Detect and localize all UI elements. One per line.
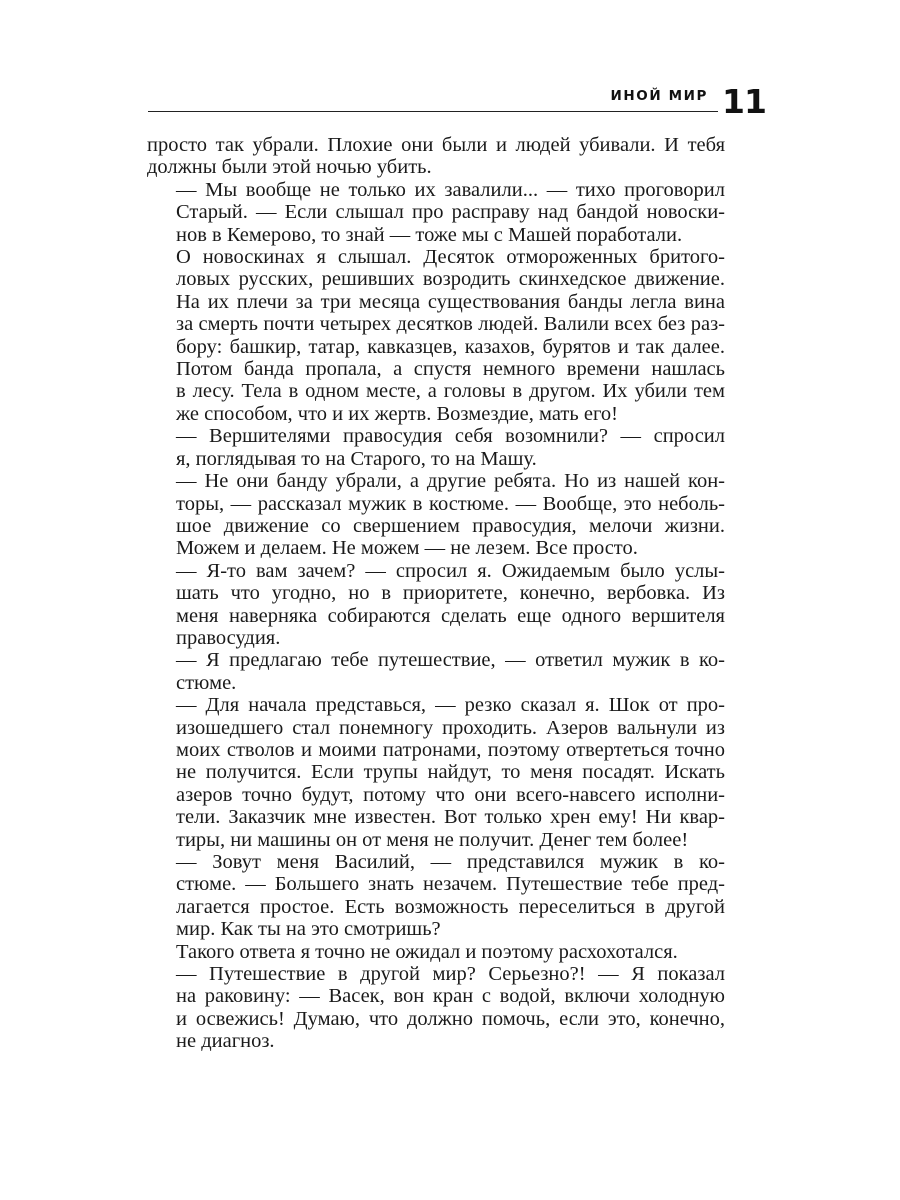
text-line: Старый. — Если слышал про расправу над бандой новоски- — [176, 201, 725, 224]
text-line: бору: башкир, татар, кавказцев, казахов, бурятов и так далее. — [176, 335, 725, 358]
text-line: на раковину: — Васек, вон кран с водой, включи холодную — [176, 985, 725, 1008]
text-line: На их плечи за три месяца существования банды легла вина — [176, 290, 725, 313]
text-line: не получится. Если трупы найдут, то меня посадят. Искать — [176, 761, 725, 784]
text-line: в лесу. Тела в одном месте, а головы в другом. Их убили тем — [176, 380, 725, 403]
text-line: ловых русских, решивших возродить скинхедское движение. — [176, 268, 725, 291]
text-line: — Зовут меня Василий, — представился мужик в ко- — [176, 851, 725, 873]
text-line: и освежись! Думаю, что должно помочь, если это, конечно, — [176, 1007, 725, 1030]
text-line: просто так убрали. Плохие они были и людей убивали. И тебя — [147, 134, 725, 156]
paragraph — [147, 246, 725, 425]
text-line: — Путешествие в другой мир? Серьезно?! — Я показал — [176, 963, 725, 986]
text-line: мир. Как ты на это смотришь? — [176, 918, 441, 941]
text-line: — Не они банду убрали, а другие ребята. Но из нашей кон- — [176, 470, 725, 493]
text-line: шое движение со свершением правосудия, мелочи жизни. — [176, 514, 725, 537]
paragraph — [147, 649, 725, 694]
text-line: — Для начала представься, — резко сказал я. Шок от про- — [176, 694, 725, 717]
text-line: я, поглядывая то на Старого, то на Машу. — [176, 447, 537, 470]
text-line: нов в Кемерово, то знай — тоже мы с Машей поработали. — [176, 223, 683, 246]
text-line: — Я-то вам зачем? — спросил я. Ожидаемым было услы- — [176, 559, 725, 582]
page-number: 11 — [722, 82, 766, 121]
paragraph — [147, 941, 725, 963]
paragraph — [147, 179, 725, 246]
text-line: — Я предлагаю тебе путешествие, — ответил мужик в ко- — [176, 649, 725, 672]
text-line: должны были этой ночью убить. — [147, 156, 432, 179]
text-line: — Мы вообще не только их завалили... — тихо проговорил — [176, 178, 725, 201]
paragraph — [147, 134, 725, 179]
text-line: О новоскинах я слышал. Десяток отмороженных бритого- — [176, 246, 725, 269]
text-line: лагается простое. Есть возможность переселиться в другой — [176, 895, 725, 918]
header-rule — [148, 111, 718, 112]
paragraph — [147, 694, 725, 851]
text-line: тели. Заказчик мне известен. Вот только хрен ему! Ни квар- — [176, 806, 725, 829]
text-line: не диагноз. — [176, 1030, 275, 1053]
text-line: шать что угодно, но в приоритете, конечно, вербовка. Из — [176, 582, 725, 605]
running-head: ИНОЙ МИР — [610, 88, 708, 104]
paragraph — [147, 560, 725, 650]
text-line: моих стволов и моими патронами, поэтому отвертеться точно — [176, 738, 725, 761]
text-line: — Вершителями правосудия себя возомнили? — спросил — [176, 425, 725, 448]
paragraph — [147, 470, 725, 560]
paragraph — [147, 851, 725, 941]
paragraph — [147, 963, 725, 1053]
text-line: за смерть почти четырех десятков людей. Валили всех без раз- — [176, 313, 725, 336]
text-line: Потом банда пропала, а спустя немного времени нашлась — [176, 358, 725, 381]
text-line: меня наверняка собираются сделать еще одного вершителя — [176, 604, 725, 627]
text-line: торы, — рассказал мужик в костюме. — Вообще, это неболь- — [176, 492, 725, 515]
text-line: изошедшего стал понемногу проходить. Азеров вальнули из — [176, 716, 725, 739]
text-line: же способом, что и их жертв. Возмездие, мать его! — [176, 402, 618, 425]
text-line: правосудия. — [176, 626, 281, 649]
text-line: азеров точно будут, потому что они всего-навсего исполни- — [176, 783, 725, 806]
text-line: стюме. — Большего знать незачем. Путешествие тебе пред- — [176, 873, 725, 896]
text-line: Такого ответа я точно не ожидал и поэтому расхохотался. — [176, 940, 678, 963]
paragraph — [147, 425, 725, 470]
text-line: Можем и делаем. Не можем — не лезем. Все просто. — [176, 537, 638, 560]
body-text — [147, 134, 725, 1053]
text-line: стюме. — [176, 671, 237, 694]
text-line: тиры, ни машины он от меня не получит. Денег тем более! — [176, 828, 689, 851]
